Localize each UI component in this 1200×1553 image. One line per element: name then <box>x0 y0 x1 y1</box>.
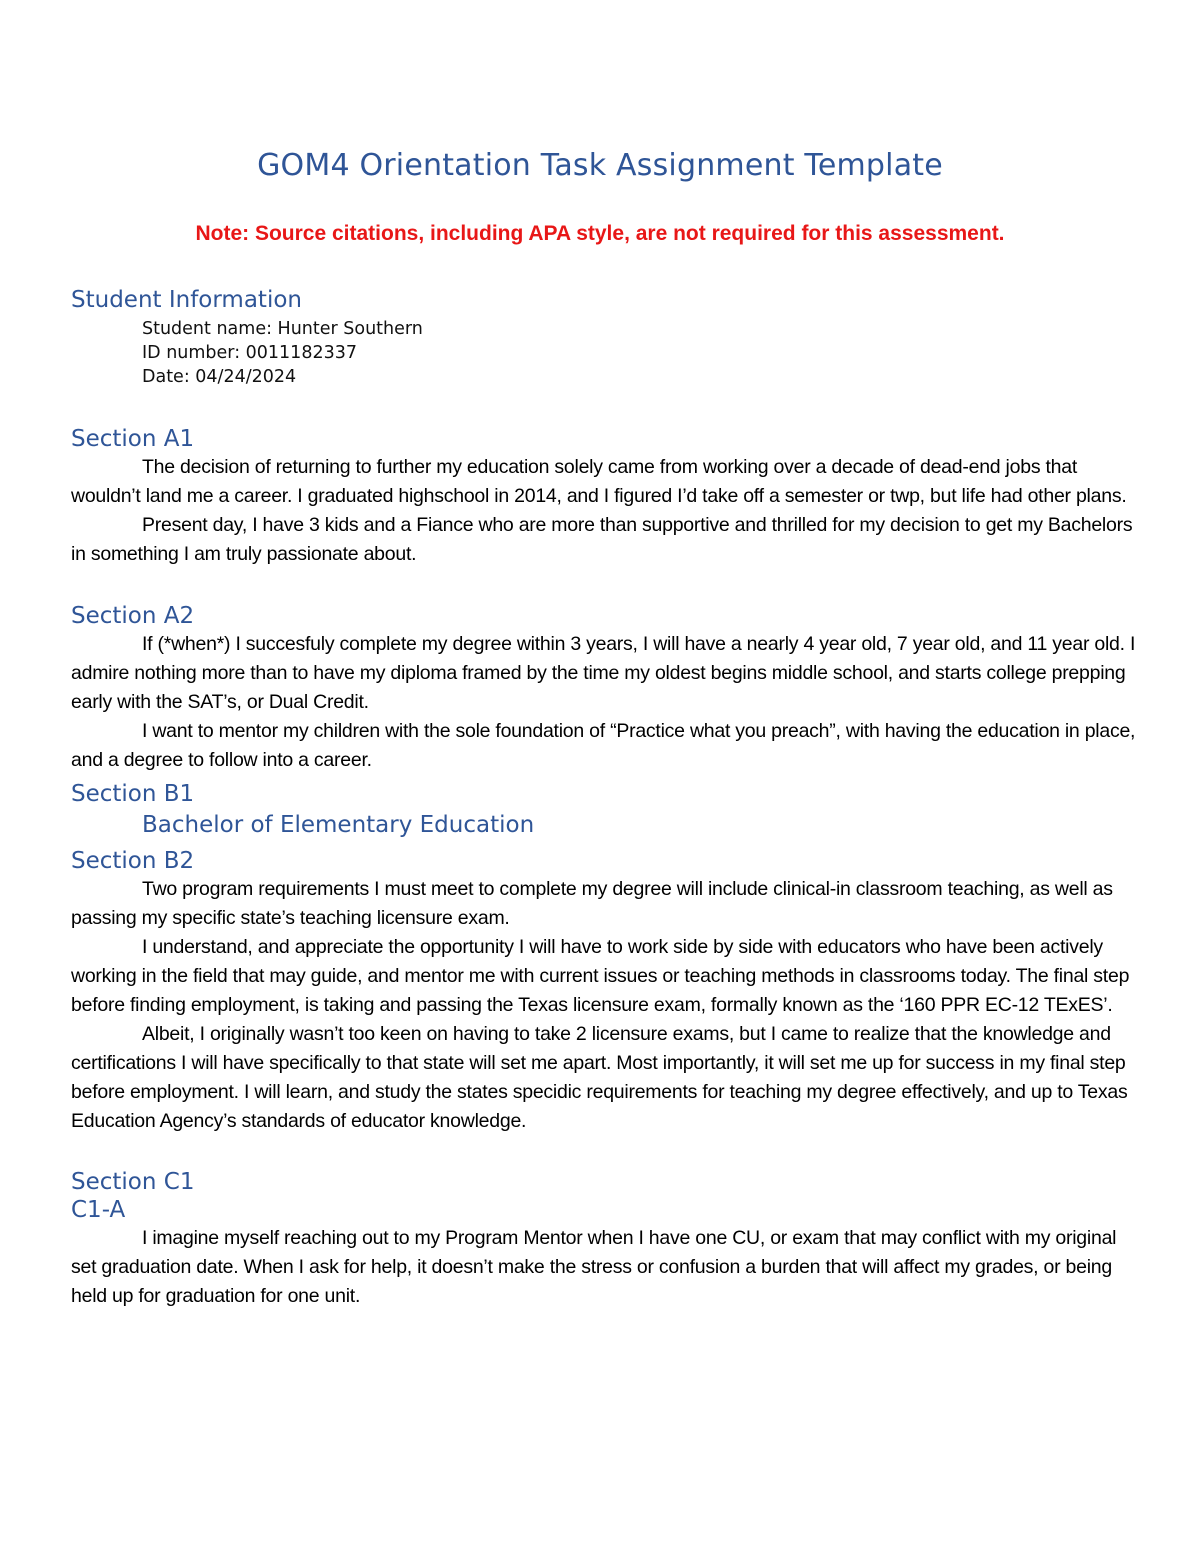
section-b2 <box>71 848 1141 1136</box>
document-title: GOM4 Orientation Task Assignment Template <box>257 148 943 183</box>
student-date-line: Date: 04/24/2024 <box>142 367 297 387</box>
section-c1-heading: Section C1 <box>71 1169 195 1195</box>
section-a2-paragraph: If (*when*) I succesfuly complete my degree within 3 years, I will have a nearly 4 year old, 7 year old, and 11 year old. I admire nothing more than to have my diploma framed by the time my oldest begins middle school, and starts college prepping early with the SAT’s, or Dual Credit. <box>71 633 1136 713</box>
section-a1 <box>71 426 1141 569</box>
section-b2-heading: Section B2 <box>71 848 195 874</box>
section-a1-paragraph: Present day, I have 3 kids and a Fiance who are more than supportive and thrilled for my decision to get my Bachelors in something I am truly passionate about. <box>71 514 1133 565</box>
section-c1 <box>71 1169 1141 1311</box>
section-a2 <box>71 603 1141 775</box>
student-information-heading: Student Information <box>71 287 302 313</box>
section-b2-paragraph: I understand, and appreciate the opportunity I will have to work side by side with educators who have been actively working in the field that may guide, and mentor me with current issues or teaching methods in classrooms today. The final step before finding employment, is taking and passing the Texas licensure exam, formally known as the ‘160 PPR EC-12 TExES’. <box>71 936 1130 1016</box>
citation-note: Note: Source citations, including APA style, are not required for this assessment. <box>195 222 1005 245</box>
section-a1-paragraph: The decision of returning to further my education solely came from working over a decade of dead-end jobs that wouldn’t land me a career. I graduated highschool in 2014, and I figured I’d take off a semester or twp, but life had other plans. <box>71 456 1127 507</box>
section-b1-heading: Section B1 <box>71 781 195 807</box>
section-b2-paragraph: Two program requirements I must meet to complete my degree will include clinical-in classroom teaching, as well as passing my specific state’s teaching licensure exam. <box>71 878 1113 929</box>
student-id-line: ID number: 0011182337 <box>142 343 357 363</box>
section-b2-paragraph: Albeit, I originally wasn’t too keen on having to take 2 licensure exams, but I came to realize that the knowledge and certifications I will have specifically to that state will set me apart. Most importantly, it will set me up for success in my final step before employment. I will learn, and study the states specidic requirements for teaching my degree effectively, and up to Texas Education Agency’s standards of educator knowledge. <box>71 1023 1128 1132</box>
section-c1-a-heading: C1-A <box>71 1197 126 1223</box>
degree-program-name: Bachelor of Elementary Education <box>142 812 535 838</box>
section-a2-paragraph: I want to mentor my children with the sole foundation of “Practice what you preach”, with having the education in place, and a degree to follow into a career. <box>71 720 1136 771</box>
section-c1-a-paragraph: I imagine myself reaching out to my Program Mentor when I have one CU, or exam that may conflict with my original set graduation date. When I ask for help, it doesn’t make the stress or confusion a burden that will affect my grades, or being held up for graduation for one unit. <box>71 1227 1117 1307</box>
section-a1-heading: Section A1 <box>71 426 195 452</box>
section-b1 <box>71 781 1141 838</box>
student-information-block <box>71 287 1141 389</box>
student-name-line: Student name: Hunter Southern <box>142 319 423 339</box>
section-a2-heading: Section A2 <box>71 603 195 629</box>
